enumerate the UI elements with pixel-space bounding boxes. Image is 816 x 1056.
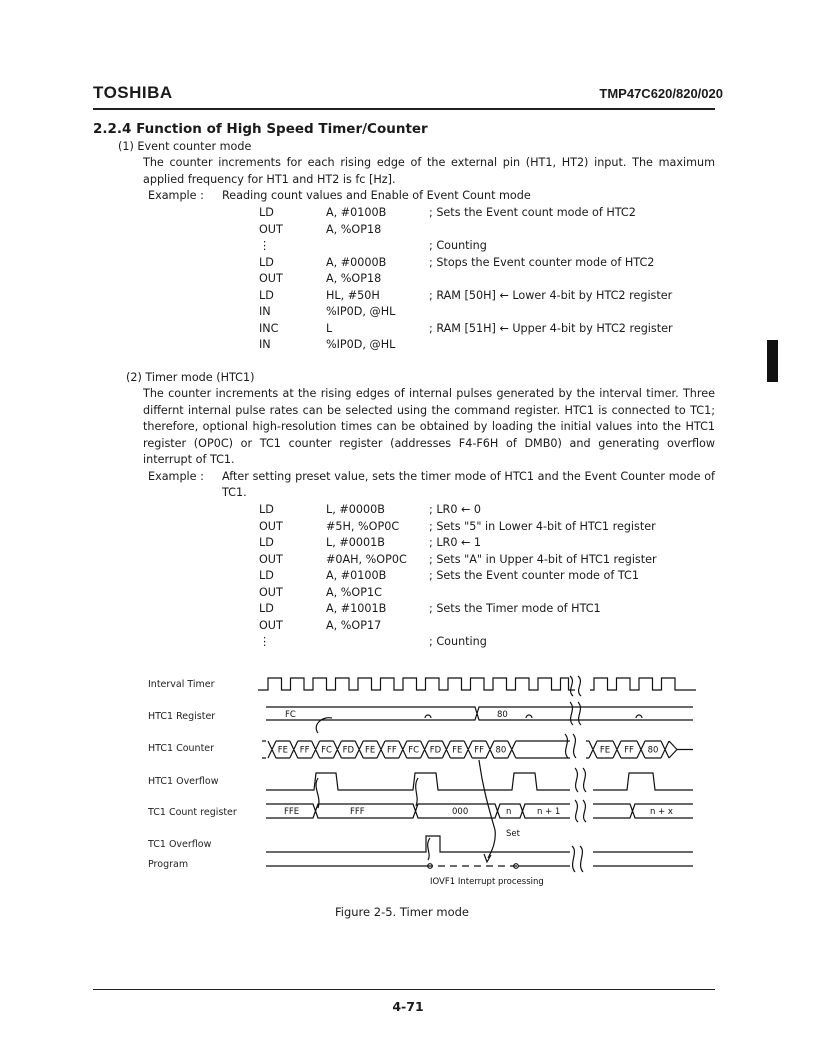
code-comment: ; Sets "A" in Upper 4-bit of HTC1 register [429,552,657,566]
htc1-counter-value: FF [624,745,634,756]
interrupt-processing-label: IOVF1 Interrupt processing [430,877,544,887]
causality-curve [416,778,418,806]
code-opcode: IN [259,338,271,351]
code-comment: ; Stops the Event counter mode of HTC2 [429,255,655,269]
tc1-count-waveform [266,804,693,818]
code-opcode: INC [259,321,279,335]
section-title: 2.2.4 Function of High Speed Timer/Counter [93,121,428,137]
model-number: TMP47C620/820/020 [599,86,723,101]
signal-label-htc1-counter: HTC1 Counter [148,743,215,754]
code-comment: ; Sets the Event count mode of HTC2 [429,206,636,219]
code-comment: ; LR0 ← 0 [429,503,482,516]
time-break-marks [565,676,586,872]
htc1-counter-value: FC [321,745,332,756]
code-operand: A, #0000B [326,255,387,269]
interval-timer-waveform [258,678,696,690]
signal-label-htc1-register: HTC1 Register [148,711,216,722]
code-operand: A, %OP1C [326,585,382,599]
code-opcode: LD [259,536,274,549]
signal-label-htc1-overflow: HTC1 Overflow [148,776,219,787]
timer-desc-line: register (OP0C) or TC1 counter register (addresses F4-F6H of DMB0) and generating overflow [143,436,715,450]
htc1-counter-value: FF [474,745,484,756]
timer-desc-line: differnt internal pulse rates can be selected using the command register. HTC1 is connected to TC1; [143,403,715,417]
code-comment: ; Sets the Event counter mode of TC1 [429,569,639,582]
figure-caption: Figure 2-5. Timer mode [335,905,470,919]
tc1-overflow-waveform [266,836,693,852]
code-operand: HL, #50H [326,288,380,302]
htc1-overflow-waveform [266,773,693,790]
code-opcode: ⋮ [259,635,271,648]
brand-logo-text: TOSHIBA [93,83,173,102]
timer-desc-line: The counter increments at the rising edges of internal pulses generated by the interval timer. Three [143,387,715,400]
code-operand: #0AH, %OP0C [326,552,407,566]
code-operand: A, #0100B [326,206,387,219]
code-opcode: LD [259,569,274,582]
code-comment: ; Sets "5" in Lower 4-bit of HTC1 register [429,519,656,533]
footer-rule [93,989,715,990]
htc1-counter-value: FD [429,745,442,756]
code-opcode: LD [259,206,274,219]
signal-label-tc1-count-register: TC1 Count register [148,807,237,818]
code-comment: ; Counting [429,635,487,648]
code-operand: L [326,321,333,335]
event-example-label: Example : [148,189,204,202]
htc1-register-value: 80 [497,710,508,720]
htc1-counter-value: 80 [495,745,507,756]
event-desc-line: The counter increments for each rising edge of the external pin (HT1, HT2) input. The maximum [143,156,715,169]
htc1-counter-value: 80 [647,745,659,756]
event-example-text: Reading count values and Enable of Event Count mode [222,189,531,202]
timer-mode-heading: (2) Timer mode (HTC1) [126,371,255,384]
code-operand: A, #1001B [326,602,387,615]
timer-example-label: Example : [148,470,204,483]
code-operand: A, %OP18 [326,272,382,285]
code-opcode: LD [259,288,274,302]
code-operand: L, #0000B [326,503,385,516]
code-opcode: LD [259,255,274,269]
signal-label-tc1-overflow: TC1 Overflow [148,839,212,850]
signal-label-program: Program [148,859,189,870]
code-operand: %IP0D, @HL [326,305,396,318]
code-operand: L, #0001B [326,536,385,549]
htc1-counter-value: FE [364,745,376,756]
code-opcode: LD [259,602,274,615]
htc1-counter-value: FF [387,745,397,756]
code-opcode: OUT [259,519,283,533]
code-operand: A, %OP18 [326,222,382,236]
code-opcode: OUT [259,222,283,236]
code-comment: ; Counting [429,239,487,252]
code-opcode: ⋮ [259,239,271,252]
tc1-count-value: FFF [350,807,365,817]
tc1-count-value: n [506,807,512,817]
code-comment: ; LR0 ← 1 [429,536,482,549]
tc1-count-value: 000 [452,807,469,817]
timer-example-text: After setting preset value, sets the timer mode of HTC1 and the Event Counter mode of [222,470,715,483]
code-comment: ; RAM [50H] ← Lower 4-bit by HTC2 register [429,288,673,302]
htc1-counter-value: FD [342,745,355,756]
code-comment: ; RAM [51H] ← Upper 4-bit by HTC2 register [429,321,673,335]
tc1-count-value: n + x [650,807,673,817]
code-operand: #5H, %OP0C [326,519,400,533]
event-mode-heading: (1) Event counter mode [118,140,252,153]
causality-curve [428,838,430,860]
htc1-counter-value: FE [452,745,463,756]
code-operand: A, %OP17 [326,618,382,632]
code-opcode: LD [259,503,274,516]
code-operand: A, #0100B [326,569,387,582]
htc1-counter-value: FE [599,745,611,756]
set-arrow-line [479,760,495,858]
timer-desc-line: therefore, optional high-resolution times can be obtained by loading the initial values into the HTC1 [143,420,715,433]
causality-curve [316,778,319,808]
timer-desc-line: interrupt of TC1. [143,453,235,466]
htc1-register-value: FC [285,710,296,720]
signal-label-interval-timer: Interval Timer [148,679,215,690]
htc1-counter-value: FC [408,745,420,756]
page-number: 4-71 [392,999,424,1014]
code-operand: %IP0D, @HL [326,338,396,351]
tc1-count-value: FFE [284,807,300,817]
code-opcode: OUT [259,618,283,632]
htc1-register-ripple [425,715,642,718]
code-opcode: OUT [259,585,283,599]
code-opcode: OUT [259,272,283,285]
code-opcode: OUT [259,552,283,566]
code-comment: ; Sets the Timer mode of HTC1 [429,602,601,615]
tc1-count-value: n + 1 [537,807,561,817]
htc1-counter-value: FF [299,745,310,756]
timer-example-text-cont: TC1. [222,486,247,499]
code-opcode: IN [259,305,271,318]
event-desc-line: applied frequency for HT1 and HT2 is fc [Hz]. [143,172,396,186]
set-label: Set [506,829,520,839]
htc1-counter-value: FE [277,745,289,756]
